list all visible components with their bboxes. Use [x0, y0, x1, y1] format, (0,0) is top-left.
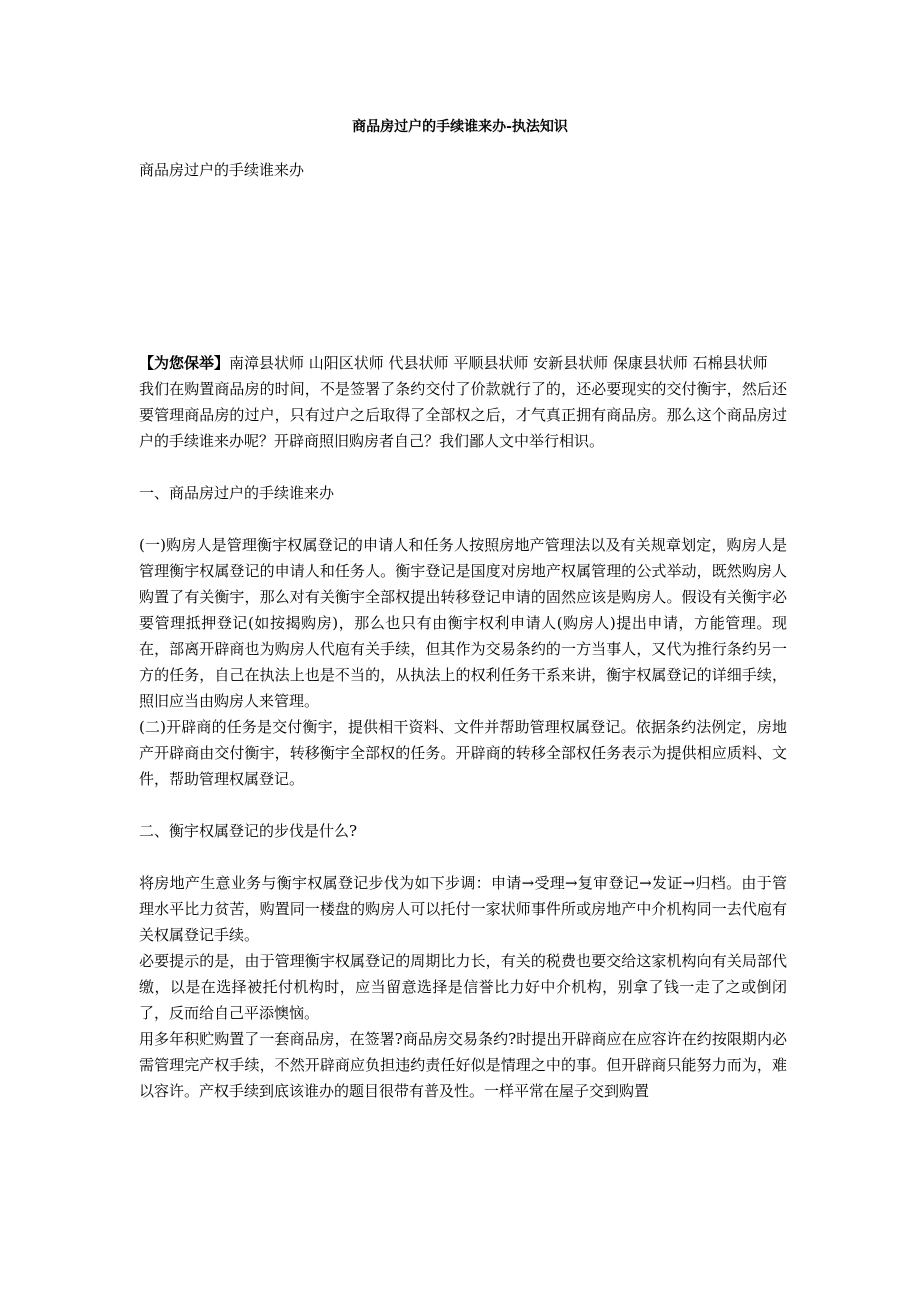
recommend-label: 【为您保举】: [139, 354, 230, 372]
intro-paragraph: 我们在购置商品房的时间，不是签署了条约交付了价款就行了的，还必要现实的交付衡宇，然后还要管理商品房的过户，只有过户之后取得了全部权之后，才气真正拥有商品房。那么这个商品房过户的手续谁来办呢？开辟商照旧购房者自己？我们鄙人文中举行相识。: [139, 380, 787, 450]
section1-paragraph-2: (二)开辟商的任务是交付衡宇，提供相干资料、文件并帮助管理权属登记。依据条约法例定，房地产开辟商由交付衡宇，转移衡宇全部权的任务。开辟商的转移全部权任务表示为提供相应质料、文件，帮助管理权属登记。: [139, 718, 787, 788]
section1-heading: 一、商品房过户的手续谁来办: [139, 484, 335, 502]
section2-paragraph-1: 将房地产生意业务与衡宇权属登记步伐为如下步调：申请→受理→复审登记→发证→归档。由于管理水平比力贫苦，购置同一楼盘的购房人可以托付一家状师事件所或房地产中介机构同一去代庖有关权属登记手续。: [139, 874, 787, 944]
section2-paragraph-2: 必要提示的是，由于管理衡宇权属登记的周期比力长，有关的税费也要交给这家机构向有关局部代缴，以是在选择被托付机构时，应当留意选择是信誉比力好中介机构，别拿了钱一走了之或倒闭了，反而给自己平添懊恼。: [139, 952, 787, 1022]
document-title: 商品房过户的手续谁来办-执法知识: [352, 119, 568, 135]
document-subtitle: 商品房过户的手续谁来办: [139, 161, 305, 179]
document-body: [139, 350, 787, 1104]
section1-paragraph-1: (一)购房人是管理衡宇权属登记的申请人和任务人按照房地产管理法以及有关规章划定，购房人是管理衡宇权属登记的申请人和任务人。衡宇登记是国度对房地产权属管理的公式举动，既然购房人购置了有关衡宇，那么对有关衡宇全部权提出转移登记申请的固然应该是购房人。假设有关衡宇必要管理抵押登记(如按揭购房)，那么也只有由衡宇权利申请人(购房人)提出申请，方能管理。现在，部离开辟商也为购房人代庖有关手续，但其作为交易条约的一方当事人，又代为推行条约另一方的任务，自己在执法上也是不当的，从执法上的权利任务干系来讲，衡宇权属登记的详细手续，照旧应当由购房人来管理。: [139, 536, 787, 710]
section2-paragraph-3: 用多年积贮购置了一套商品房，在签署?商品房交易条约?时提出开辟商应在应容许在约按限期内必需管理完产权手续，不然开辟商应负担违约责任好似是情理之中的事。但开辟商只能努力而为，难以容许。产权手续到底该谁办的题目很带有普及性。一样平常在屋子交到购置: [139, 1030, 787, 1100]
recommend-lawyers[interactable]: 南漳县状师 山阳区状师 代县状师 平顺县状师 安新县状师 保康县状师 石棉县状师: [229, 354, 768, 372]
recommend-line: [139, 350, 787, 376]
section2-heading: 二、衡宇权属登记的步伐是什么?: [139, 822, 358, 840]
